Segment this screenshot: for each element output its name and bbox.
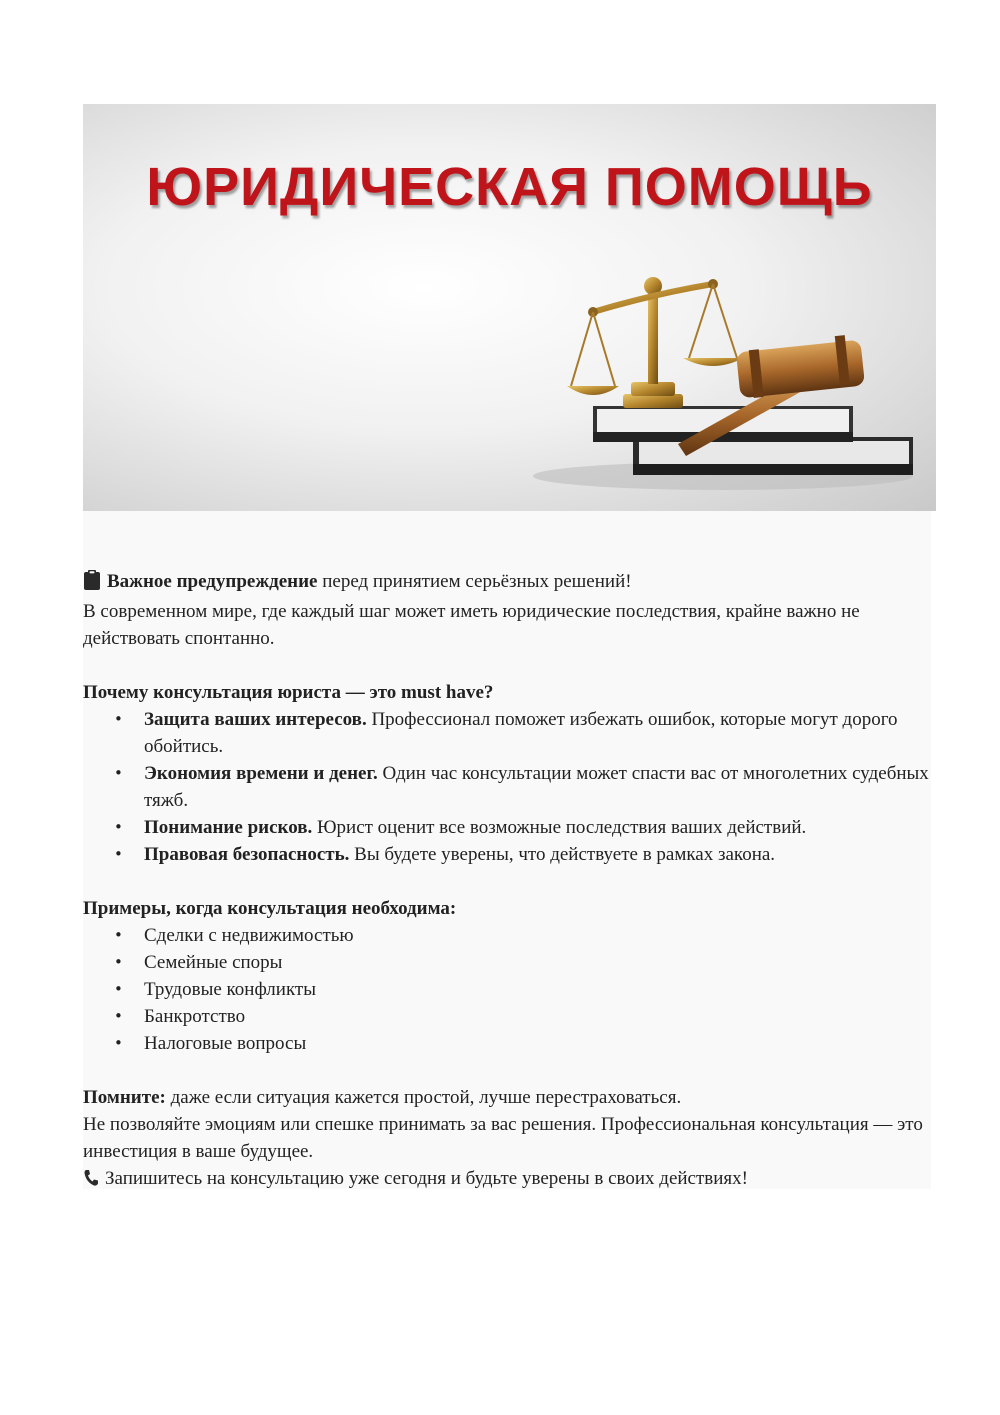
item-text: Один час консультации может спасти вас от многолетних судебных тяжб. [144, 763, 929, 811]
item-text: Вы будете уверены, что действуете в рамках закона. [349, 844, 776, 865]
item-bold: Понимание рисков. [144, 817, 313, 838]
article-body [83, 568, 931, 1195]
item-bold: Защита ваших интересов. [144, 709, 367, 730]
list-item [144, 760, 931, 814]
phone-icon [83, 1168, 99, 1195]
item-text: Юрист оценит все возможные последствия ваших действий. [312, 817, 807, 838]
examples-heading: Примеры, когда консультация необходима: [83, 898, 457, 919]
warning-rest: перед принятием серьёзных решений! [317, 571, 632, 592]
list-item: • Сделки с недвижимостью [144, 922, 931, 949]
item-bold: Правовая безопасность. [144, 844, 350, 865]
banner-title: ЮРИДИЧЕСКАЯ ПОМОЩЬ [146, 157, 873, 217]
warning-text: В современном мире, где каждый шаг может иметь юридические последствия, крайне важно не действовать спонтанно. [83, 601, 860, 649]
remember-text: Не позволяйте эмоциям или спешке принимать за вас решения. Профессиональная консультация — это инвестиция в ваше будущее. [83, 1114, 923, 1162]
remember-bold: Помните: [83, 1087, 166, 1108]
list-item: • Банкротство [144, 1003, 931, 1030]
item-text: Профессионал поможет избежать ошибок, которые могут дорого обойтись. [144, 709, 898, 757]
cta-text: Запишитесь на консультацию уже сегодня и будьте уверены в своих действиях! [105, 1168, 748, 1189]
banner [83, 104, 936, 511]
list-item [144, 814, 931, 841]
warning-line [83, 568, 931, 598]
scales-gavel-books-icon [83, 104, 936, 511]
remember-line [83, 1084, 931, 1111]
cta-line [83, 1165, 931, 1195]
why-list [83, 706, 931, 868]
list-item [144, 841, 931, 868]
warning-bold: Важное предупреждение [107, 571, 318, 592]
list-item: • Налоговые вопросы [144, 1030, 931, 1057]
item-bold: Экономия времени и денег. [144, 763, 378, 784]
list-item: • Семейные споры [144, 949, 931, 976]
clipboard-icon [83, 570, 101, 598]
examples-list [83, 922, 931, 1057]
why-heading: Почему консультация юриста — это must have? [83, 682, 494, 703]
remember-rest: даже если ситуация кажется простой, лучше перестраховаться. [165, 1087, 682, 1108]
list-item [144, 706, 931, 760]
list-item: • Трудовые конфликты [144, 976, 931, 1003]
